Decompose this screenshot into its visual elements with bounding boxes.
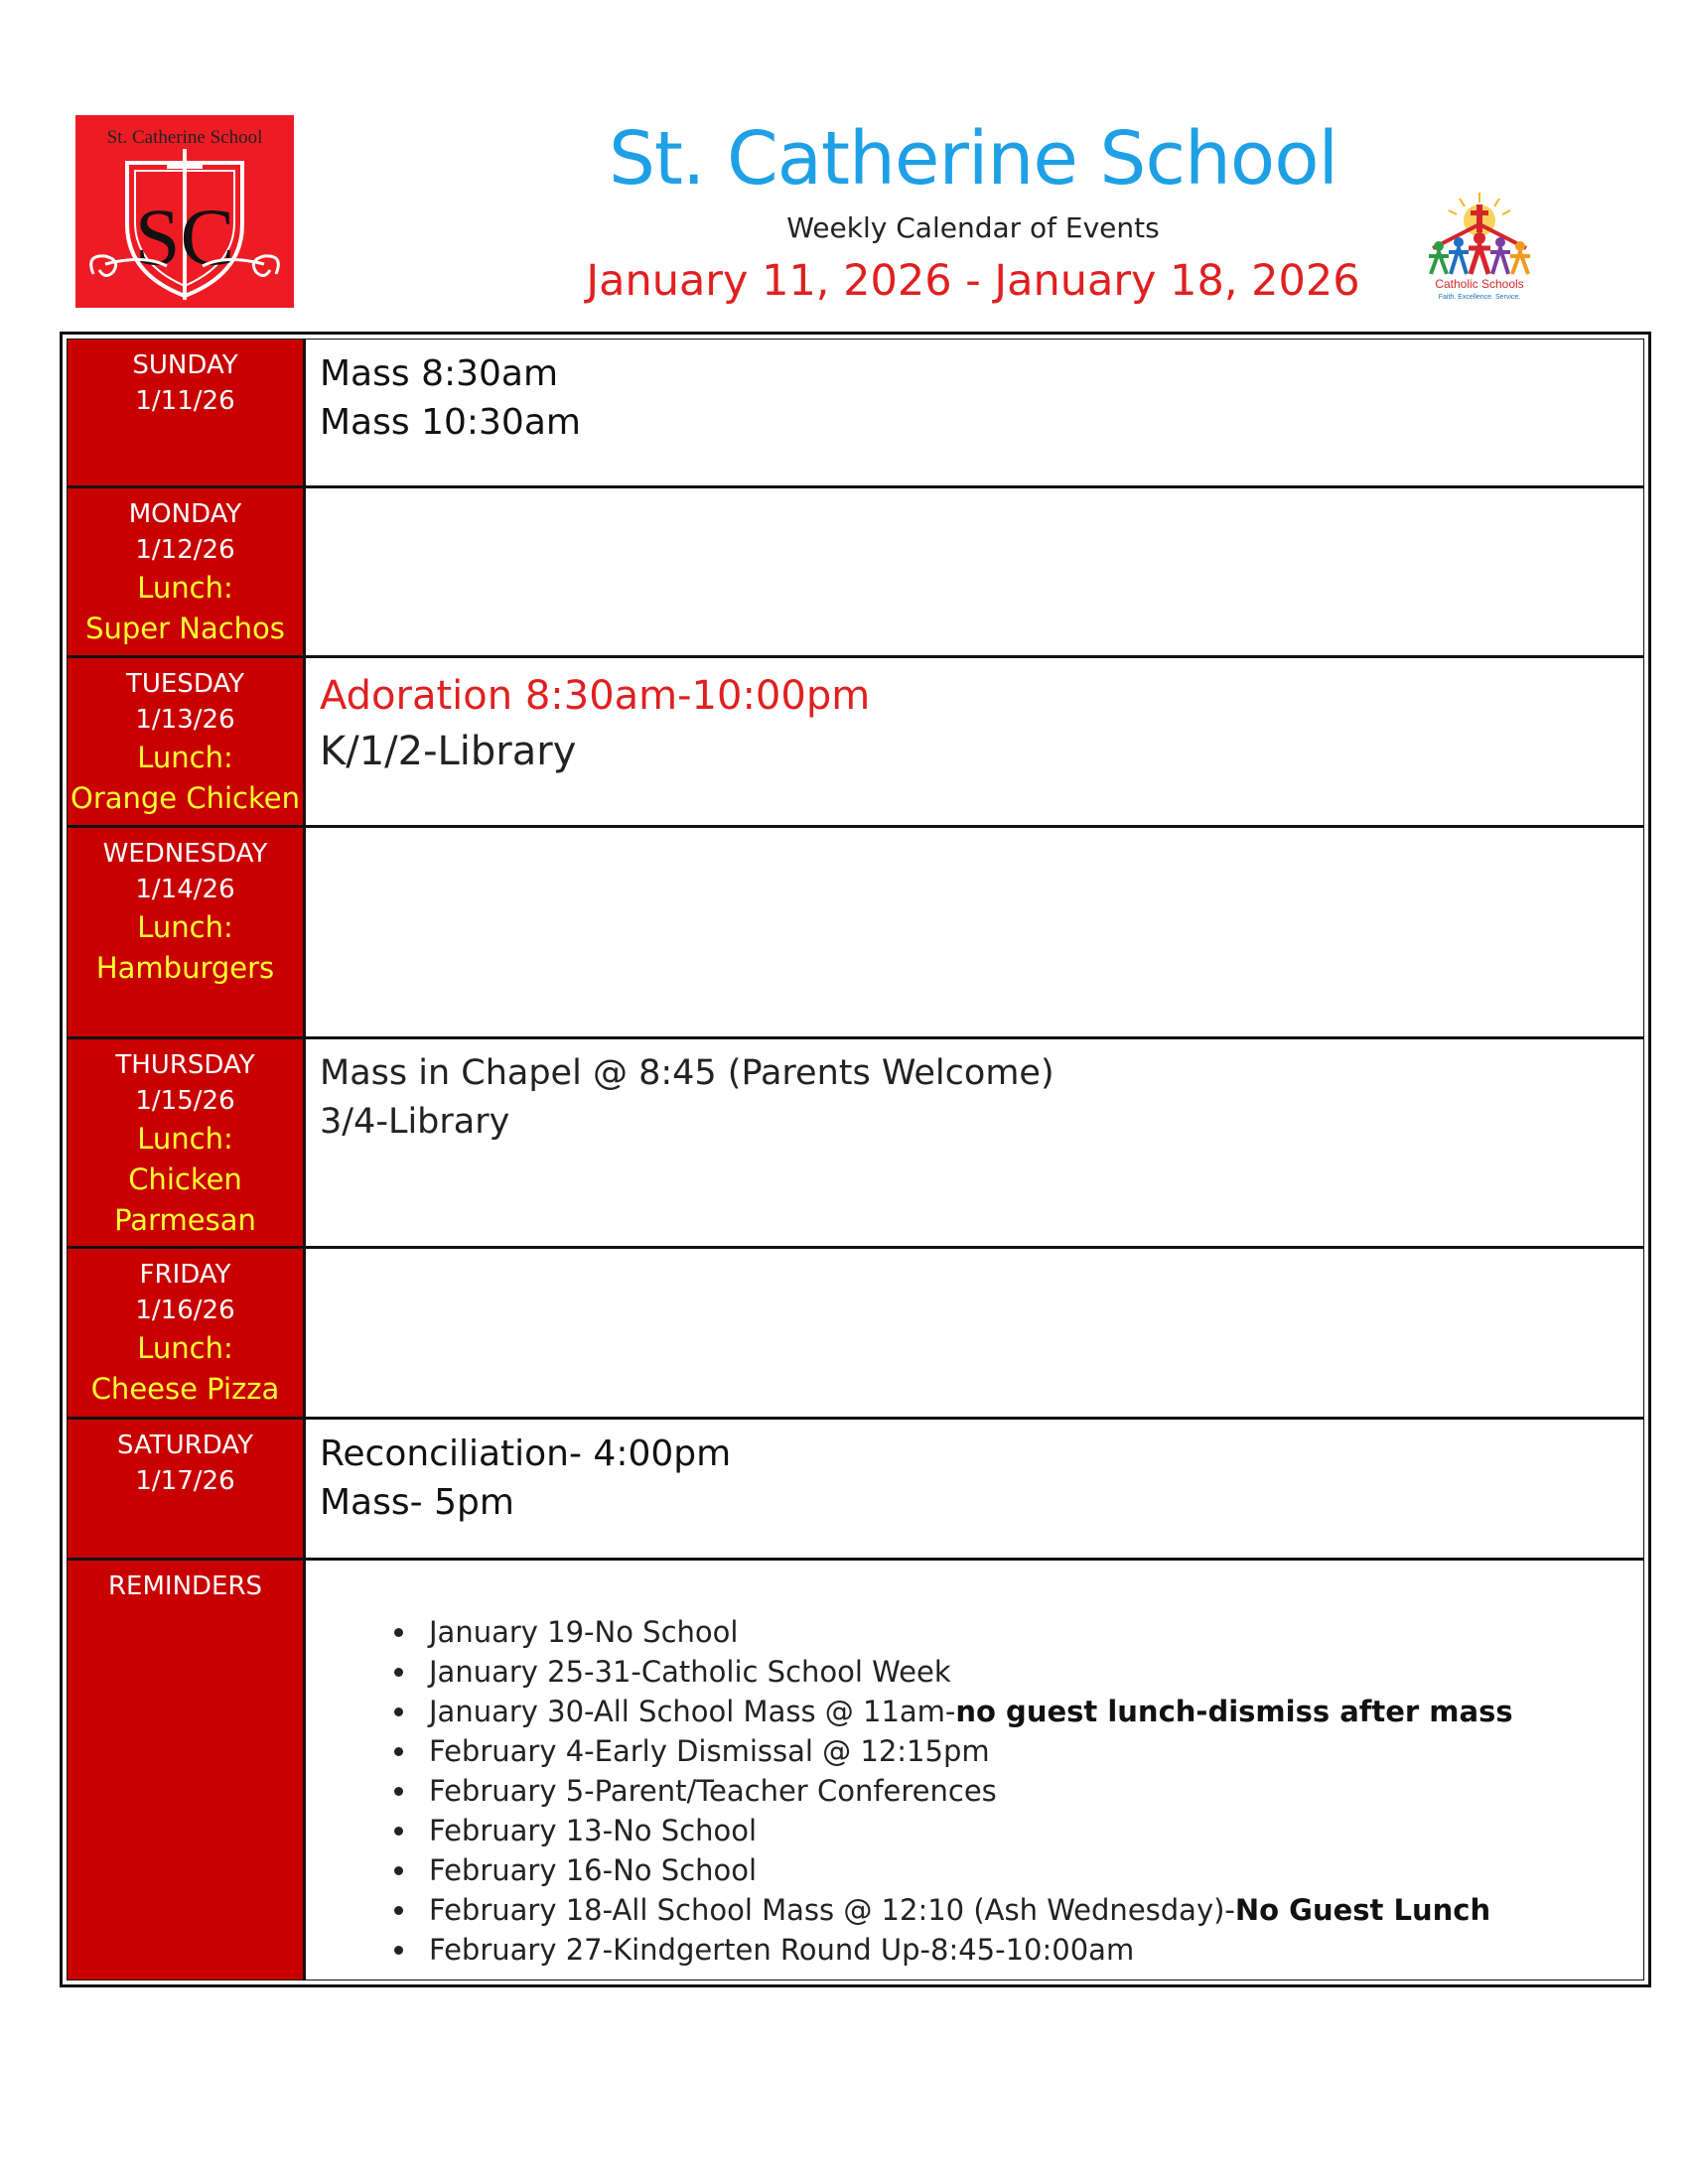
events-saturday xyxy=(306,1420,1643,1558)
reminders-list xyxy=(320,1612,1629,1970)
reminder-item xyxy=(419,1612,1629,1652)
reminder-item xyxy=(419,1811,1629,1850)
day-date: 1/11/26 xyxy=(135,386,235,416)
day-date: 1/15/26 xyxy=(135,1086,235,1116)
reminder-bold-note: no guest lunch-dismiss after mass xyxy=(955,1695,1513,1728)
row-saturday xyxy=(68,1420,1643,1561)
reminder-text: February 18-All School Mass @ 12:10 (Ash Wednesday)- xyxy=(429,1893,1235,1927)
events-sunday xyxy=(306,340,1643,485)
day-date: 1/17/26 xyxy=(135,1466,235,1496)
day-date: 1/14/26 xyxy=(135,875,235,904)
crest-icon xyxy=(75,115,294,308)
day-cell-saturday xyxy=(68,1420,306,1558)
event-item: Mass in Chapel @ 8:45 (Parents Welcome) xyxy=(320,1053,1055,1093)
lunch-menu-cont: Parmesan xyxy=(114,1203,256,1237)
day-cell-sunday xyxy=(68,340,306,485)
lunch-label: Lunch: xyxy=(137,571,233,605)
day-name: MONDAY xyxy=(128,499,242,529)
row-wednesday xyxy=(68,828,1643,1039)
day-cell-thursday xyxy=(68,1039,306,1246)
lunch-menu: Chicken xyxy=(128,1162,242,1196)
day-date: 1/12/26 xyxy=(135,535,235,565)
event-item: 3/4-Library xyxy=(320,1102,510,1142)
logo-monogram: SC xyxy=(134,192,235,282)
reminder-text: February 27-Kindgerten Round Up-8:45-10:00am xyxy=(429,1933,1135,1967)
reminders-label: REMINDERS xyxy=(107,1571,263,1601)
event-item: Mass 8:30am xyxy=(320,353,559,394)
reminder-item xyxy=(419,1890,1629,1930)
day-name: SUNDAY xyxy=(132,350,238,380)
day-name: SATURDAY xyxy=(117,1431,253,1460)
row-friday xyxy=(68,1249,1643,1420)
reminder-item xyxy=(419,1731,1629,1771)
reminders-label-cell xyxy=(68,1561,306,1979)
row-monday xyxy=(68,488,1643,658)
page-title: St. Catherine School xyxy=(608,116,1338,202)
lunch-menu: Orange Chicken xyxy=(70,781,300,815)
row-tuesday xyxy=(68,658,1643,828)
day-name: FRIDAY xyxy=(139,1260,231,1290)
day-cell-monday xyxy=(68,488,306,655)
reminders-list-cell xyxy=(306,1561,1643,1979)
reminder-item xyxy=(419,1850,1629,1890)
reminder-text: February 13-No School xyxy=(429,1814,758,1847)
day-name: THURSDAY xyxy=(115,1050,255,1080)
events-tuesday xyxy=(306,658,1643,825)
event-item: Reconciliation- 4:00pm xyxy=(320,1433,732,1474)
lunch-menu: Super Nachos xyxy=(85,612,285,645)
reminder-item xyxy=(419,1771,1629,1811)
reminder-text: February 5-Parent/Teacher Conferences xyxy=(429,1774,997,1808)
date-range: January 11, 2026 - January 18, 2026 xyxy=(586,256,1360,306)
day-cell-tuesday xyxy=(68,658,306,825)
day-date: 1/16/26 xyxy=(135,1296,235,1325)
weekly-calendar xyxy=(60,332,1651,1987)
badge-title: Catholic Schools xyxy=(1435,277,1524,291)
row-sunday xyxy=(68,340,1643,488)
event-item: Mass- 5pm xyxy=(320,1482,514,1523)
logo-text: St. Catherine School xyxy=(106,127,263,148)
day-name: WEDNESDAY xyxy=(102,839,268,869)
lunch-label: Lunch: xyxy=(137,741,233,774)
day-name: TUESDAY xyxy=(125,669,245,699)
reminder-text: January 25-31-Catholic School Week xyxy=(429,1655,951,1689)
lunch-label: Lunch: xyxy=(137,910,233,944)
reminder-bold-note: No Guest Lunch xyxy=(1234,1893,1491,1927)
events-thursday xyxy=(306,1039,1643,1246)
reminder-text: February 16-No School xyxy=(429,1853,758,1887)
catholic-schools-logo xyxy=(1415,191,1544,302)
day-cell-wednesday xyxy=(68,828,306,1036)
row-thursday xyxy=(68,1039,1643,1249)
day-cell-friday xyxy=(68,1249,306,1417)
events-monday xyxy=(306,488,1643,655)
school-crest-logo xyxy=(75,115,294,308)
event-item: K/1/2-Library xyxy=(320,729,577,774)
event-item: Mass 10:30am xyxy=(320,402,581,443)
lunch-label: Lunch: xyxy=(137,1122,233,1156)
reminder-item xyxy=(419,1692,1629,1731)
events-wednesday xyxy=(306,828,1643,1036)
reminder-text: January 30-All School Mass @ 11am- xyxy=(429,1695,956,1728)
page-header xyxy=(556,111,1390,310)
lunch-label: Lunch: xyxy=(137,1331,233,1365)
church-people-icon xyxy=(1415,191,1544,302)
reminder-text: January 19-No School xyxy=(429,1615,739,1649)
reminder-item xyxy=(419,1652,1629,1692)
day-date: 1/13/26 xyxy=(135,705,235,735)
page-subtitle: Weekly Calendar of Events xyxy=(786,211,1160,244)
badge-tagline: Faith. Excellence. Service. xyxy=(1438,294,1521,301)
calendar-grid xyxy=(67,339,1644,1980)
event-item: Adoration 8:30am-10:00pm xyxy=(320,673,871,719)
row-reminders xyxy=(68,1561,1643,1979)
reminder-text: February 4-Early Dismissal @ 12:15pm xyxy=(429,1734,990,1768)
lunch-menu: Cheese Pizza xyxy=(90,1372,280,1406)
events-friday xyxy=(306,1249,1643,1417)
reminder-item xyxy=(419,1930,1629,1970)
lunch-menu: Hamburgers xyxy=(95,951,275,985)
